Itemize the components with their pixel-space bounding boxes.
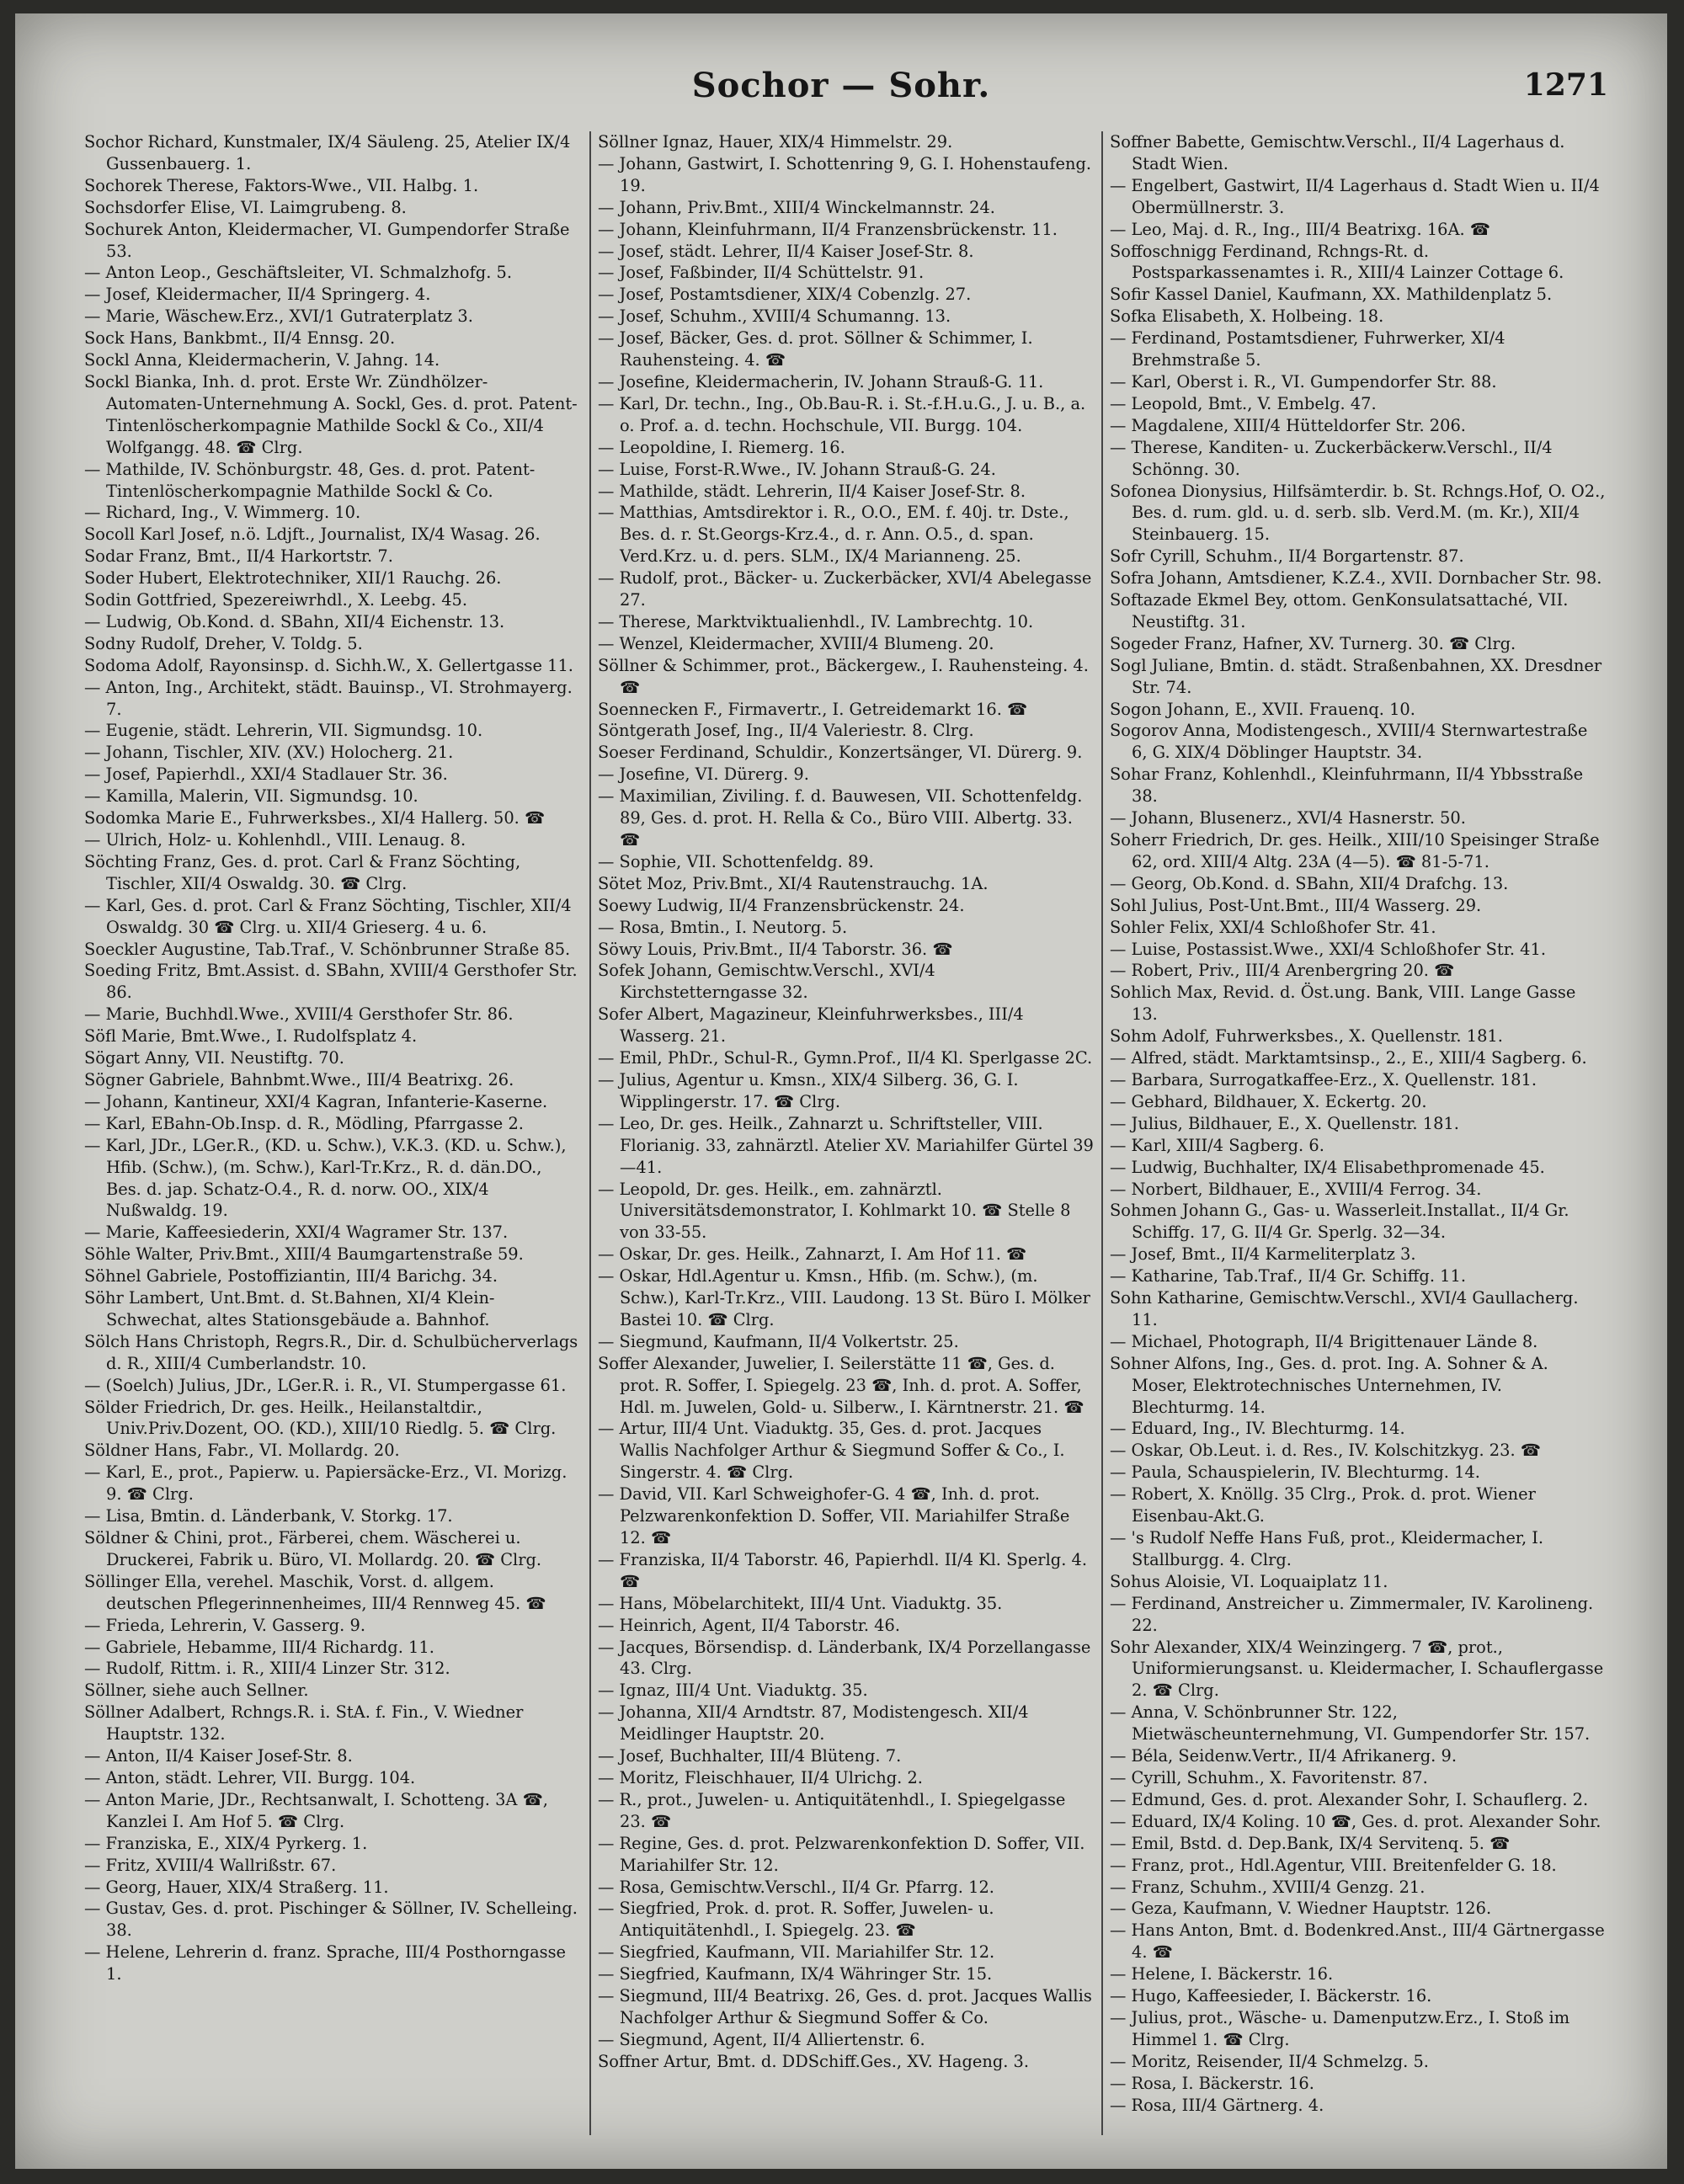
directory-entry: — Helene, I. Bäckerstr. 16. [1110, 1964, 1334, 1984]
directory-entry: Sofir Kassel Daniel, Kaufmann, XX. Mathildenplatz 5. [1110, 285, 1553, 305]
directory-entry: Sofek Johann, Gemischtw.Verschl., XVI/4 Kirchstetterngasse 32. [598, 961, 935, 1003]
directory-entry: Soffner Artur, Bmt. d. DDSchiff.Ges., XV. Hageng. 3. [598, 2051, 1030, 2071]
directory-entry: Soennecken F., Firmavertr., I. Getreidemarkt 16. ☎ [598, 699, 1028, 719]
directory-entry: Sodomka Marie E., Fuhrwerksbes., XI/4 Hallerg. 50. ☎ [84, 808, 546, 828]
directory-entry: — Franz, Schuhm., XVIII/4 Genzg. 21. [1110, 1877, 1426, 1897]
directory-entry: Sodar Franz, Bmt., II/4 Harkortstr. 7. [84, 546, 393, 567]
directory-entry: — Rosa, I. Bäckerstr. 16. [1110, 2073, 1314, 2093]
directory-entry: — Richard, Ing., V. Wimmerg. 10. [84, 503, 361, 523]
directory-entry: — Ignaz, III/4 Unt. Viaduktg. 35. [598, 1681, 868, 1701]
page-header [15, 66, 1667, 116]
directory-entry: — Franziska, E., XIX/4 Pyrkerg. 1. [84, 1833, 368, 1853]
directory-entry: Socoll Karl Josef, n.ö. Ldjft., Journalist, IX/4 Wasag. 26. [84, 525, 541, 545]
directory-entry: Soeding Fritz, Bmt.Assist. d. SBahn, XVIII/4 Gersthofer Str. 86. [84, 961, 578, 1003]
directory-entry: — Rudolf, prot., Bäcker- u. Zuckerbäcker, XVI/4 Abelegasse 27. [598, 568, 1092, 610]
directory-entry: — Hugo, Kaffeesieder, I. Bäckerstr. 16. [1110, 1986, 1432, 2006]
directory-entry: — Johanna, XII/4 Arndtstr. 87, Modistengesch. XII/4 Meidlinger Hauptstr. 20. [598, 1702, 1029, 1745]
directory-entry: Sötet Moz, Priv.Bmt., XI/4 Rautenstrauchg. 1A. [598, 873, 989, 893]
directory-entry: — Ludwig, Buchhalter, IX/4 Elisabethpromenade 45. [1110, 1157, 1545, 1177]
directory-entry: Sofer Albert, Magazineur, Kleinfuhrwerksbes., III/4 Wasserg. 21. [598, 1004, 1024, 1047]
directory-entry: — (Soelch) Julius, JDr., LGer.R. i. R., VI. Stumpergasse 61. [84, 1375, 567, 1395]
directory-entry: Söldner & Chini, prot., Färberei, chem. Wäscherei u. Druckerei, Fabrik u. Büro, VI. Mollardg. 20. ☎ Clrg. [84, 1528, 542, 1569]
directory-entry: — David, VII. Karl Schweighofer-G. 4 ☎, Inh. d. prot. Pelzwarenkonfektion D. Soffer, VII. Mariahilfer Straße 12. ☎ [598, 1484, 1070, 1547]
directory-entry: Söllner Ignaz, Hauer, XIX/4 Himmelstr. 29. [598, 132, 953, 152]
directory-entry: Sodoma Adolf, Rayonsinsp. d. Sichh.W., X. Gellertgasse 11. [84, 655, 573, 675]
directory-entry: — Helene, Lehrerin d. franz. Sprache, III/4 Posthorngasse 1. [84, 1942, 567, 1984]
directory-entry: — Luise, Forst-R.Wwe., IV. Johann Strauß-G. 24. [598, 459, 996, 479]
directory-entry: — Karl, Ges. d. prot. Carl & Franz Söchting, Tischler, XII/4 Oswaldg. 30 ☎ Clrg. u. XII/4 Grieserg. 4 u. 6. [84, 895, 572, 937]
directory-entry: — Lisa, Bmtin. d. Länderbank, V. Storkg. 17. [84, 1506, 453, 1526]
directory-entry: Söhle Walter, Priv.Bmt., XIII/4 Baumgartenstraße 59. [84, 1244, 524, 1265]
directory-entry: — Josef, Schuhm., XVIII/4 Schumanng. 13. [598, 306, 951, 327]
directory-entry: — Geza, Kaufmann, V. Wiedner Hauptstr. 126. [1110, 1899, 1492, 1919]
directory-entry: Softazade Ekmel Bey, ottom. GenKonsulatsattaché, VII. Neustiftg. 31. [1110, 590, 1569, 631]
directory-entry: Soffer Alexander, Juwelier, I. Seilerstätte 11 ☎, Ges. d. prot. R. Soffer, I. Spiegelg. 23 ☎, Inh. d. prot. A. Soffer, Hdl. m. Juwelen, Gold- u. Silberw., I. Kärntnerstr. 21. ☎ [598, 1353, 1084, 1417]
directory-entry: Sofra Johann, Amtsdiener, K.Z.4., XVII. Dornbacher Str. 98. [1110, 568, 1602, 589]
directory-entry: Sochsdorfer Elise, VI. Laimgrubeng. 8. [84, 197, 407, 217]
directory-page [15, 13, 1667, 2169]
directory-entry: — Hans Anton, Bmt. d. Bodenkred.Anst., III/4 Gärtnergasse 4. ☎ [1110, 1920, 1605, 1963]
directory-entry: — Matthias, Amtsdirektor i. R., O.O., EM. f. 40j. tr. Dste., Bes. d. r. St.Georgs-Krz.4., d. r. Ann. O.5., d. span. Verd.Krz. u. d. pers. SLM., IX/4 Marianneng. 25. [598, 503, 1069, 567]
directory-entry: — Robert, X. Knöllg. 35 Clrg., Prok. d. prot. Wiener Eisenbau-Akt.G. [1110, 1484, 1536, 1526]
directory-entry: — Josef, Papierhdl., XXI/4 Stadlauer Str. 36. [84, 764, 448, 785]
directory-entry: Soherr Friedrich, Dr. ges. Heilk., XIII/10 Speisinger Straße 62, ord. XIII/4 Altg. 23A (4—5). ☎ 81-5-71. [1110, 830, 1600, 871]
directory-entry: Sohm Adolf, Fuhrwerksbes., X. Quellenstr. 181. [1110, 1026, 1503, 1047]
directory-entry: — Anton Leop., Geschäftsleiter, VI. Schmalzhofg. 5. [84, 263, 513, 283]
directory-entry: — Ulrich, Holz- u. Kohlenhdl., VIII. Lenaug. 8. [84, 830, 466, 850]
directory-entry: Sogl Juliane, Bmtin. d. städt. Straßenbahnen, XX. Dresdner Str. 74. [1110, 655, 1602, 697]
column-divider [589, 131, 591, 2135]
directory-entry: — Johann, Tischler, XIV. (XV.) Holocherg. 21. [84, 743, 454, 763]
directory-entry: — R., prot., Juwelen- u. Antiquitätenhdl., I. Spiegelgasse 23. ☎ [598, 1789, 1066, 1831]
directory-entry: — Leopoldine, I. Riemerg. 16. [598, 437, 845, 457]
directory-entry: — Georg, Hauer, XIX/4 Straßerg. 11. [84, 1877, 389, 1897]
directory-entry: — Wenzel, Kleidermacher, XVIII/4 Blumeng. 20. [598, 633, 994, 653]
directory-entry: Sochorek Therese, Faktors-Wwe., VII. Halbg. 1. [84, 175, 479, 195]
directory-entry: — Siegfried, Kaufmann, IX/4 Währinger Str. 15. [598, 1964, 993, 1984]
directory-entry: Söllinger Ella, verehel. Maschik, Vorst. d. allgem. deutschen Pflegerinnenheimes, III/4 Rennweg 45. ☎ [84, 1571, 546, 1613]
directory-entry: — Anton Marie, JDr., Rechtsanwalt, I. Schotteng. 3A ☎, Kanzlei I. Am Hof 5. ☎ Clrg. [84, 1789, 548, 1831]
directory-entry: Sogeder Franz, Hafner, XV. Turnerg. 30. ☎ Clrg. [1110, 633, 1516, 653]
directory-entry: — Fritz, XVIII/4 Wallrißstr. 67. [84, 1855, 337, 1875]
directory-entry: — Hans, Möbelarchitekt, III/4 Unt. Viaduktg. 35. [598, 1593, 1003, 1613]
directory-entry: — Anton, Ing., Architekt, städt. Bauinsp., VI. Strohmayerg. 7. [84, 677, 573, 719]
directory-entry: — Ferdinand, Anstreicher u. Zimmermaler, IV. Karolineng. 22. [1110, 1593, 1594, 1635]
directory-entry: Sohar Franz, Kohlenhdl., Kleinfuhrmann, II/4 Ybbsstraße 38. [1110, 764, 1584, 807]
directory-entry: — Moritz, Fleischhauer, II/4 Ulrichg. 2. [598, 1767, 923, 1787]
directory-entry: — Engelbert, Gastwirt, II/4 Lagerhaus d. Stadt Wien u. II/4 Obermüllnerstr. 3. [1110, 175, 1600, 217]
directory-entry: Soder Hubert, Elektrotechniker, XII/1 Rauchg. 26. [84, 568, 502, 589]
directory-entry: Söllner & Schimmer, prot., Bäckergew., I. Rauhensteing. 4. ☎ [598, 655, 1089, 697]
page-number: 1271 [1523, 67, 1608, 103]
directory-entry: Soewy Ludwig, II/4 Franzensbrückenstr. 24. [598, 895, 965, 915]
directory-entry: — Leo, Maj. d. R., Ing., III/4 Beatrixg. 16A. ☎ [1110, 219, 1490, 239]
directory-entry: — Mathilde, städt. Lehrerin, II/4 Kaiser Josef-Str. 8. [598, 481, 1026, 501]
directory-entry: — Alfred, städt. Marktamtsinsp., 2., E., XIII/4 Sagberg. 6. [1110, 1048, 1587, 1068]
directory-entry: — Julius, Bildhauer, E., X. Quellenstr. 181. [1110, 1113, 1459, 1133]
directory-entry: — 's Rudolf Neffe Hans Fuß, prot., Kleidermacher, I. Stallburgg. 4. Clrg. [1110, 1528, 1544, 1569]
directory-entry: — Oskar, Dr. ges. Heilk., Zahnarzt, I. Am Hof 11. ☎ [598, 1244, 1027, 1265]
directory-entry: Soeser Ferdinand, Schuldir., Konzertsänger, VI. Dürerg. 9. [598, 743, 1083, 763]
directory-entry: — Julius, Agentur u. Kmsn., XIX/4 Silberg. 36, G. I. Wipplingerstr. 17. ☎ Clrg. [598, 1069, 1019, 1111]
directory-entry: Soffner Babette, Gemischtw.Verschl., II/4 Lagerhaus d. Stadt Wien. [1110, 132, 1565, 173]
directory-entry: — Frieda, Lehrerin, V. Gasserg. 9. [84, 1615, 366, 1635]
directory-entry: — Johann, Blusenerz., XVI/4 Hasnerstr. 50. [1110, 808, 1466, 828]
directory-entry: Söntgerath Josef, Ing., II/4 Valeriestr. 8. Clrg. [598, 721, 974, 741]
directory-entry: — Josef, Buchhalter, III/4 Blüteng. 7. [598, 1746, 902, 1766]
directory-entry: Sohner Alfons, Ing., Ges. d. prot. Ing. A. Sohner & A. Moser, Elektrotechnisches Unternehmen, IV. Blechturmg. 14. [1110, 1353, 1548, 1417]
directory-entry: Söfl Marie, Bmt.Wwe., I. Rudolfsplatz 4. [84, 1026, 418, 1047]
directory-entry: — Maximilian, Ziviling. f. d. Bauwesen, VII. Schottenfeldg. 89, Ges. d. prot. H. Rella & Co., Büro VIII. Albertg. 33. ☎ [598, 786, 1083, 850]
directory-entry: Sögner Gabriele, Bahnbmt.Wwe., III/4 Beatrixg. 26. [84, 1069, 514, 1089]
directory-entry: — Josef, Postamtsdiener, XIX/4 Cobenzlg. 27. [598, 285, 972, 305]
directory-entry: — Kamilla, Malerin, VII. Sigmundsg. 10. [84, 786, 418, 807]
directory-entry: — Johann, Gastwirt, I. Schottenring 9, G. I. Hohenstaufeng. 19. [598, 153, 1092, 195]
directory-entry: — Emil, PhDr., Schul-R., Gymn.Prof., II/4 Kl. Sperlgasse 2C. [598, 1048, 1093, 1068]
directory-entry: Sodin Gottfried, Spezereiwrhdl., X. Leebg. 45. [84, 590, 468, 610]
directory-entry: — Johann, Priv.Bmt., XIII/4 Winckelmannstr. 24. [598, 197, 995, 217]
directory-entry: — Artur, III/4 Unt. Viaduktg. 35, Ges. d. prot. Jacques Wallis Nachfolger Arthur & Siegmund Soffer & Co., I. Singerstr. 4. ☎ Clrg. [598, 1419, 1065, 1483]
directory-entry: — Eduard, Ing., IV. Blechturmg. 14. [1110, 1419, 1405, 1439]
directory-entry: — Georg, Ob.Kond. d. SBahn, XII/4 Drafchg. 13. [1110, 873, 1509, 893]
directory-entry: — Norbert, Bildhauer, E., XVIII/4 Ferrog. 34. [1110, 1179, 1482, 1199]
directory-entry: — Josef, Bäcker, Ges. d. prot. Söllner & Schimmer, I. Rauhensteing. 4. ☎ [598, 328, 1033, 370]
directory-entry: — Johann, Kantineur, XXI/4 Kagran, Infanterie-Kaserne. [84, 1091, 548, 1111]
directory-entry: — Franziska, II/4 Taborstr. 46, Papierhdl. II/4 Kl. Sperlg. 4. ☎ [598, 1549, 1088, 1591]
directory-entry: — Marie, Buchhdl.Wwe., XVIII/4 Gersthofer Str. 86. [84, 1004, 514, 1025]
directory-entry: — Gustav, Ges. d. prot. Pischinger & Söllner, IV. Schelleing. 38. [84, 1899, 578, 1941]
directory-entry: — Siegmund, III/4 Beatrixg. 26, Ges. d. prot. Jacques Wallis Nachfolger Arthur & Siegmund Soffer & Co. [598, 1986, 1092, 2027]
directory-entry: — Oskar, Ob.Leut. i. d. Res., IV. Kolschitzkyg. 23. ☎ [1110, 1441, 1541, 1461]
directory-entry: Sohmen Johann G., Gas- u. Wasserleit.Installat., II/4 Gr. Schiffg. 17, G. II/4 Gr. Sperlg. 32—34. [1110, 1201, 1569, 1243]
directory-entry: — Franz, prot., Hdl.Agentur, VIII. Breitenfelder G. 18. [1110, 1855, 1557, 1875]
directory-entry: Sölch Hans Christoph, Regrs.R., Dir. d. Schulbücherverlags d. R., XIII/4 Cumberlandstr. 10. [84, 1331, 578, 1373]
directory-entry: — Josefine, Kleidermacherin, IV. Johann Strauß-G. 11. [598, 371, 1044, 392]
directory-entry: — Leopold, Dr. ges. Heilk., em. zahnärztl. Universitätsdemonstrator, I. Kohlmarkt 10. ☎ Stelle 8 von 33-55. [598, 1179, 1071, 1243]
directory-entry: — Leopold, Bmt., V. Embelg. 47. [1110, 393, 1377, 413]
directory-entry: — Rosa, Gemischtw.Verschl., II/4 Gr. Pfarrg. 12. [598, 1877, 994, 1897]
directory-entry: — Mathilde, IV. Schönburgstr. 48, Ges. d. prot. Patent-Tintenlöscherkompagnie Mathilde Sockl & Co. [84, 459, 536, 501]
directory-entry: — Siegmund, Agent, II/4 Alliertenstr. 6. [598, 2029, 925, 2049]
directory-entry: — Oskar, Hdl.Agentur u. Kmsn., Hfib. (m. Schw.), (m. Schw.), Karl-Tr.Krz., VIII. Laudong. 13 St. Büro I. Mölker Bastei 10. ☎ Clrg. [598, 1266, 1090, 1329]
directory-entry: — Edmund, Ges. d. prot. Alexander Sohr, I. Schauflerg. 2. [1110, 1789, 1589, 1809]
directory-entry: — Heinrich, Agent, II/4 Taborstr. 46. [598, 1615, 901, 1635]
directory-entry: Sochor Richard, Kunstmaler, IX/4 Säuleng. 25, Atelier IX/4 Gussenbauerg. 1. [84, 132, 571, 173]
directory-entry: — Karl, JDr., LGer.R., (KD. u. Schw.), V.K.3. (KD. u. Schw.), Hfib. (Schw.), (m. Schw.), Karl-Tr.Krz., R. d. dän.DO., Bes. d. jap. Schatz-O.4., R. d. norw. OO., XIX/4 Nußwaldg. 19. [84, 1135, 567, 1221]
directory-entry: Sogorov Anna, Modistengesch., XVIII/4 Sternwartestraße 6, G. XIX/4 Döblinger Hauptstr. 34. [1110, 721, 1588, 763]
directory-entry: — Michael, Photograph, II/4 Brigittenauer Lände 8. [1110, 1331, 1538, 1351]
directory-entry: — Therese, Marktviktualienhdl., IV. Lambrechtg. 10. [598, 611, 1034, 631]
directory-entry: — Emil, Bstd. d. Dep.Bank, IX/4 Servitenq. 5. ☎ [1110, 1833, 1511, 1853]
directory-entry: — Siegfried, Kaufmann, VII. Mariahilfer Str. 12. [598, 1942, 995, 1963]
directory-entry: Sockl Bianka, Inh. d. prot. Erste Wr. Zündhölzer-Automaten-Unternehmung A. Sockl, Ges. d. prot. Patent-Tintenlöscherkompagnie Mathilde Sockl & Co., XII/4 Wolfgangg. 48. ☎ Clrg. [84, 371, 578, 457]
directory-entry: — Robert, Priv., III/4 Arenbergring 20. ☎ [1110, 961, 1455, 981]
directory-entry: Soeckler Augustine, Tab.Traf., V. Schönbrunner Straße 85. [84, 939, 571, 959]
directory-entry: Sofka Elisabeth, X. Holbeing. 18. [1110, 306, 1384, 327]
directory-entry: Söhnel Gabriele, Postoffiziantin, III/4 Barichg. 34. [84, 1266, 498, 1286]
directory-entry: — Karl, EBahn-Ob.Insp. d. R., Mödling, Pfarrgasse 2. [84, 1113, 524, 1133]
directory-entry: — Rudolf, Rittm. i. R., XIII/4 Linzer Str. 312. [84, 1659, 450, 1679]
column-1 [84, 131, 581, 2139]
directory-entry: — Siegfried, Prok. d. prot. R. Soffer, Juwelen- u. Antiquitätenhdl., I. Spiegelg. 23. ☎ [598, 1899, 994, 1941]
directory-entry: — Karl, E., prot., Papierw. u. Papiersäcke-Erz., VI. Morizg. 9. ☎ Clrg. [84, 1462, 568, 1505]
directory-entry: — Josefine, VI. Dürerg. 9. [598, 764, 809, 785]
directory-entry: Sock Hans, Bankbmt., II/4 Ennsg. 20. [84, 328, 396, 349]
directory-entry: Sohr Alexander, XIX/4 Weinzingerg. 7 ☎, prot., Uniformierungsanst. u. Kleidermacher, I. Schauflergasse 2. ☎ Clrg. [1110, 1637, 1604, 1701]
directory-entry: Söchting Franz, Ges. d. prot. Carl & Franz Söchting, Tischler, XII/4 Oswaldg. 30. ☎ Clrg. [84, 851, 521, 893]
directory-entry: — Siegmund, Kaufmann, II/4 Volkertstr. 25. [598, 1331, 959, 1351]
directory-entry: Sodny Rudolf, Dreher, V. Toldg. 5. [84, 633, 363, 653]
directory-entry: — Ludwig, Ob.Kond. d. SBahn, XII/4 Eichenstr. 13. [84, 611, 505, 631]
directory-entry: — Barbara, Surrogatkaffee-Erz., X. Quellenstr. 181. [1110, 1069, 1537, 1089]
column-divider [1101, 131, 1103, 2135]
directory-entry: — Jacques, Börsendisp. d. Länderbank, IX/4 Porzellangasse 43. Clrg. [598, 1637, 1091, 1679]
directory-entry: Sohn Katharine, Gemischtw.Verschl., XVI/4 Gaullacherg. 11. [1110, 1288, 1579, 1329]
directory-entry: — Paula, Schauspielerin, IV. Blechturmg. 14. [1110, 1462, 1480, 1483]
directory-entry: Sofonea Dionysius, Hilfsämterdir. b. St. Rchngs.Hof, O. O2., Bes. d. rum. gld. u. d. serb. slb. Verd.M. (m. Kr.), XII/4 Steinbauerg. 15. [1110, 481, 1606, 545]
directory-entry: — Sophie, VII. Schottenfeldg. 89. [598, 851, 874, 871]
directory-entry: — Johann, Kleinfuhrmann, II/4 Franzensbrückenstr. 11. [598, 219, 1058, 239]
directory-entry: — Anton, II/4 Kaiser Josef-Str. 8. [84, 1746, 353, 1766]
directory-entry: Söhr Lambert, Unt.Bmt. d. St.Bahnen, XI/4 Klein-Schwechat, altes Stationsgebäude a. Bahnhof. [84, 1288, 495, 1329]
directory-entry: — Marie, Kaffeesiederin, XXI/4 Wagramer Str. 137. [84, 1223, 509, 1243]
directory-entry: — Karl, Dr. techn., Ing., Ob.Bau-R. i. St.-f.H.u.G., J. u. B., a. o. Prof. a. d. techn. Hochschule, VII. Burgg. 104. [598, 393, 1086, 435]
directory-entry: Sochurek Anton, Kleidermacher, VI. Gumpendorfer Straße 53. [84, 219, 570, 261]
directory-entry: Söwy Louis, Priv.Bmt., II/4 Taborstr. 36. ☎ [598, 939, 953, 959]
directory-entry: Sohus Aloisie, VI. Loquaiplatz 11. [1110, 1571, 1388, 1591]
directory-entry: — Gebhard, Bildhauer, X. Eckertg. 20. [1110, 1091, 1427, 1111]
directory-entry: Sofr Cyrill, Schuhm., II/4 Borgartenstr. 87. [1110, 546, 1464, 567]
directory-entry: — Luise, Postassist.Wwe., XXI/4 Schloßhofer Str. 41. [1110, 939, 1547, 959]
directory-entry: — Eugenie, städt. Lehrerin, VII. Sigmundsg. 10. [84, 721, 483, 741]
directory-entry: — Magdalene, XIII/4 Hütteldorfer Str. 206. [1110, 415, 1466, 435]
directory-entry: — Moritz, Reisender, II/4 Schmelzg. 5. [1110, 2051, 1429, 2071]
page-title: Sochor — Sohr. [691, 66, 991, 105]
directory-entry: — Regine, Ges. d. prot. Pelzwarenkonfektion D. Soffer, VII. Mariahilfer Str. 12. [598, 1833, 1085, 1875]
directory-entry: — Rosa, III/4 Gärtnerg. 4. [1110, 2095, 1324, 2115]
directory-entry: — Ferdinand, Postamtsdiener, Fuhrwerker, XI/4 Brehmstraße 5. [1110, 328, 1505, 370]
directory-entry: Sölder Friedrich, Dr. ges. Heilk., Heilanstaltdir., Univ.Priv.Dozent, OO. (KD.), XIII/10 Riedlg. 5. ☎ Clrg. [84, 1397, 557, 1439]
directory-entry: Söllner, siehe auch Sellner. [84, 1681, 309, 1701]
directory-entry: Sockl Anna, Kleidermacherin, V. Jahng. 14. [84, 350, 440, 370]
directory-entry: — Karl, XIII/4 Sagberg. 6. [1110, 1135, 1324, 1155]
directory-entry: — Josef, städt. Lehrer, II/4 Kaiser Josef-Str. 8. [598, 241, 974, 261]
directory-entry: — Josef, Kleidermacher, II/4 Springerg. 4. [84, 285, 431, 305]
column-3 [1110, 131, 1607, 2139]
directory-entry: Soffoschnigg Ferdinand, Rchngs-Rt. d. Postsparkassenamtes i. R., XIII/4 Lainzer Cottage 6. [1110, 241, 1564, 283]
directory-entry: Söllner Adalbert, Rchngs.R. i. StA. f. Fin., V. Wiedner Hauptstr. 132. [84, 1702, 524, 1745]
directory-entry: — Anton, städt. Lehrer, VII. Burgg. 104. [84, 1767, 416, 1787]
directory-entry: — Cyrill, Schuhm., X. Favoritenstr. 87. [1110, 1767, 1428, 1787]
directory-entry: — Marie, Wäschew.Erz., XVI/1 Gutraterplatz 3. [84, 306, 473, 327]
directory-entry: Sogon Johann, E., XVII. Frauenq. 10. [1110, 699, 1415, 719]
directory-entry: — Josef, Faßbinder, II/4 Schüttelstr. 91. [598, 263, 925, 283]
directory-entry: — Rosa, Bmtin., I. Neutorg. 5. [598, 917, 848, 937]
directory-entry: Söldner Hans, Fabr., VI. Mollardg. 20. [84, 1441, 400, 1461]
directory-entry: — Gabriele, Hebamme, III/4 Richardg. 11. [84, 1637, 434, 1657]
directory-entry: — Therese, Kanditen- u. Zuckerbäckerw.Verschl., II/4 Schönng. 30. [1110, 437, 1553, 479]
directory-entry: — Katharine, Tab.Traf., II/4 Gr. Schiffg. 11. [1110, 1266, 1467, 1286]
directory-entry: — Julius, prot., Wäsche- u. Damenputzw.Erz., I. Stoß im Himmel 1. ☎ Clrg. [1110, 2007, 1570, 2049]
directory-entry: Sohl Julius, Post-Unt.Bmt., III/4 Wasserg. 29. [1110, 895, 1482, 915]
directory-entry: Sögart Anny, VII. Neustiftg. 70. [84, 1048, 344, 1068]
directory-entry: — Josef, Bmt., II/4 Karmeliterplatz 3. [1110, 1244, 1416, 1265]
directory-entry: — Béla, Seidenw.Vertr., II/4 Afrikanerg. 9. [1110, 1746, 1458, 1766]
column-2 [598, 131, 1095, 2139]
directory-entry: — Eduard, IX/4 Koling. 10 ☎, Ges. d. prot. Alexander Sohr. [1110, 1811, 1601, 1831]
directory-entry: — Leo, Dr. ges. Heilk., Zahnarzt u. Schriftsteller, VIII. Florianig. 33, zahnärztl. Atelier XV. Mariahilfer Gürtel 39—41. [598, 1113, 1094, 1177]
directory-entry: — Anna, V. Schönbrunner Str. 122, Mietwäscheunternehmung, VI. Gumpendorfer Str. 157. [1110, 1702, 1591, 1745]
directory-entry: Sohlich Max, Revid. d. Öst.ung. Bank, VIII. Lange Gasse 13. [1110, 983, 1576, 1025]
directory-entry: — Karl, Oberst i. R., VI. Gumpendorfer Str. 88. [1110, 371, 1497, 392]
directory-entry: Sohler Felix, XXI/4 Schloßhofer Str. 41. [1110, 917, 1436, 937]
